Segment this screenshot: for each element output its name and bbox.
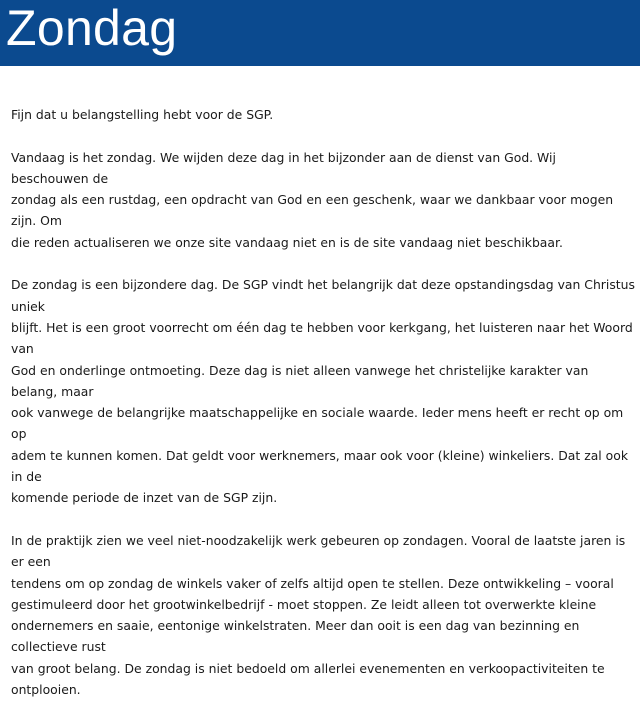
page-header xyxy=(0,0,640,66)
sunday-paragraph: Vandaag is het zondag. We wijden deze dag in het bijzonder aan de dienst van God. Wij beschouwen de zondag als een rustdag, een opdracht van God en een geschenk, waar we dankbaar voor mogen zijn. Om die reden actualiseren we onze site vandaag niet en is de site vandaag niet beschikbaar. xyxy=(11,149,614,250)
page-title: Zondag xyxy=(6,0,178,56)
main-content xyxy=(11,104,637,722)
intro-paragraph: Fijn dat u belangstelling hebt voor de SGP. xyxy=(11,107,274,122)
practice-paragraph: In de praktijk zien we veel niet-noodzakelijk werk gebeuren op zondagen. Vooral de laatste jaren is er een tendens om op zondag de winkels vaker of zelfs altijd open te stellen. Deze ontwikkeling – vooral gestimuleerd door het grootwinkelbedrijf - moet stoppen. Ze leidt alleen tot overwerkte kleine ondernemers en saaie, eentonige winkelstraten. Meer dan ooit is een dag van bezinning en collectieve rust van groot belang. De zondag is niet bedoeld om allerlei evenementen en verkoopactiviteiten te ontplooien. xyxy=(11,532,626,698)
special-day-paragraph: De zondag is een bijzondere dag. De SGP vindt het belangrijk dat deze opstandingsdag van Christus uniek blijft. Het is een groot voorrecht om één dag te hebben voor kerkgang, het luisteren naar het Woord van God en onderlinge ontmoeting. Deze dag is niet alleen vanwege het christelijke karakter van belang, maar ook vanwege de belangrijke maatschappelijke en sociale waarde. Ieder mens heeft er recht op om op adem te kunnen komen. Dat geldt voor werknemers, maar ook voor (kleine) winkeliers. Dat zal ook in de komende periode de inzet van de SGP zijn. xyxy=(11,277,635,506)
